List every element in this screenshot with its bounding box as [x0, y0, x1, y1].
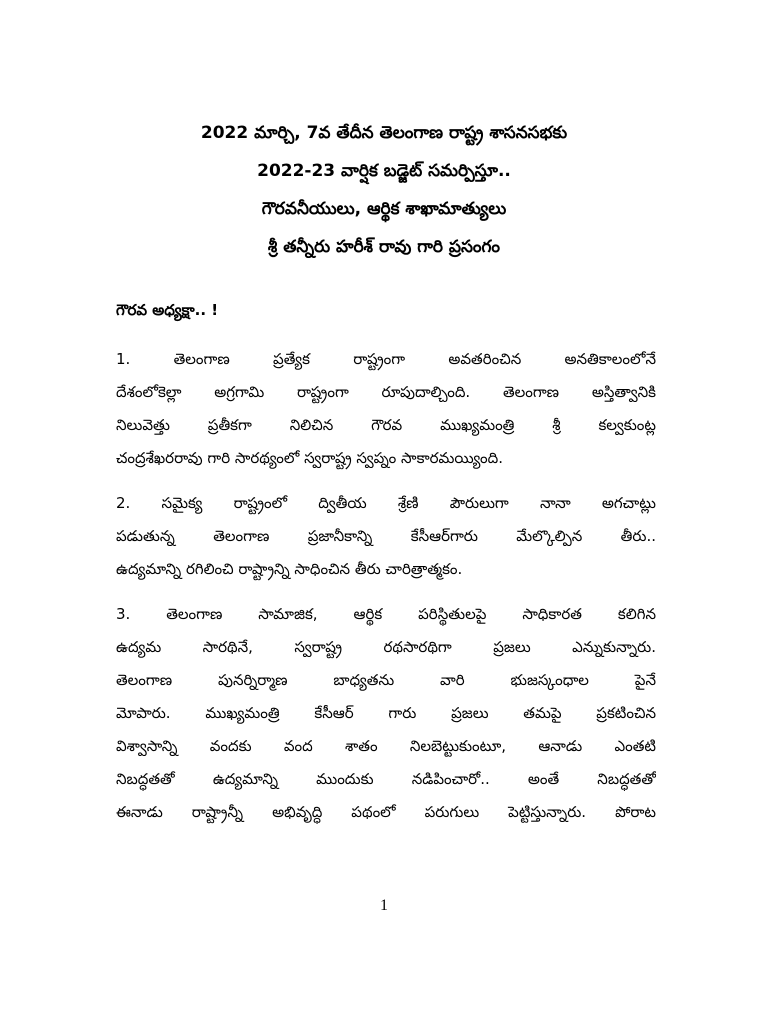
- paragraph-1: [116, 343, 656, 475]
- paragraph-line: 3. తెలంగాణ సామాజిక, ఆర్థిక పరిస్థితులపై సాధికారత కలిగిన: [116, 605, 656, 623]
- title-line: 2022-23 వార్షిక బడ్జెట్ సమర్పిస్తూ..: [257, 161, 511, 181]
- speech-body: [116, 343, 656, 841]
- speech-title: [100, 114, 668, 266]
- title-line: శ్రీ తన్నీరు హరీశ్ రావు గారి ప్రసంగం: [267, 237, 501, 257]
- paragraph-line: నిబద్ధతతో ఉద్యమాన్ని ముందుకు నడిపించారో.. అంతే నిబద్ధతతో: [116, 770, 656, 788]
- paragraph-line: మోపారు. ముఖ్యమంత్రి కేసీఆర్ గారు ప్రజలు తమపై ప్రకటించిన: [116, 704, 656, 722]
- paragraph-line: దేశంలోకెల్లా అగ్రగామి రాష్ట్రంగా రూపుదాల్చింది. తెలంగాణ అస్తిత్వానికి: [116, 383, 656, 401]
- paragraph-line: విశ్వాసాన్ని వందకు వంద శాతం నిలబెట్టుకుంటూ, ఆనాడు ఎంతటి: [116, 737, 656, 755]
- paragraph-line: తెలంగాణ పునర్నిర్మాణ బాధ్యతను వారి భుజస్కంధాల పైనే: [116, 671, 656, 689]
- paragraph-line: ఈనాడు రాష్ట్రాన్నీ అభివృద్ధి పథంలో పరుగులు పెట్టిస్తున్నారు. పోరాట: [116, 803, 656, 821]
- page-number: 1: [380, 897, 388, 914]
- title-line: గౌరవనీయులు, ఆర్థిక శాఖామాత్యులు: [261, 199, 507, 219]
- paragraph-line: ఉద్యమాన్ని రగిలించి రాష్ట్రాన్ని సాధించిన తీరు చారిత్రాత్మకం.: [116, 560, 463, 578]
- paragraph-line: ఉద్యమ సారథినే, స్వరాష్ట్ర రథసారథిగా ప్రజలు ఎన్నుకున్నారు.: [116, 638, 656, 656]
- paragraph-line: చంద్రశేఖరరావు గారి సారథ్యంలో స్వరాష్ట్ర స్వప్నం సాకారమయ్యింది.: [116, 449, 503, 467]
- paragraph-line: నిలువెత్తు ప్రతీకగా నిలిచిన గౌరవ ముఖ్యమంత్రి శ్రీ కల్వకుంట్ల: [116, 416, 656, 434]
- paragraph-3: [116, 598, 656, 829]
- paragraph-2: [116, 487, 656, 586]
- paragraph-line: 2. సమైక్య రాష్ట్రంలో ద్వితీయ శ్రేణి పౌరులుగా నానా అగచాట్లు: [116, 494, 656, 512]
- salutation: గౌరవ అధ్యక్షా.. !: [116, 301, 219, 319]
- paragraph-line: పడుతున్న తెలంగాణ ప్రజానీకాన్ని కేసీఆర్‌గారు మేల్కొల్పిన తీరు..: [116, 527, 656, 545]
- paragraph-line: 1. తెలంగాణ ప్రత్యేక రాష్ట్రంగా అవతరించిన అనతికాలంలోనే: [116, 350, 656, 368]
- title-line: 2022 మార్చి, 7వ తేదీన తెలంగాణ రాష్ట్ర శాసనసభకు: [200, 123, 568, 143]
